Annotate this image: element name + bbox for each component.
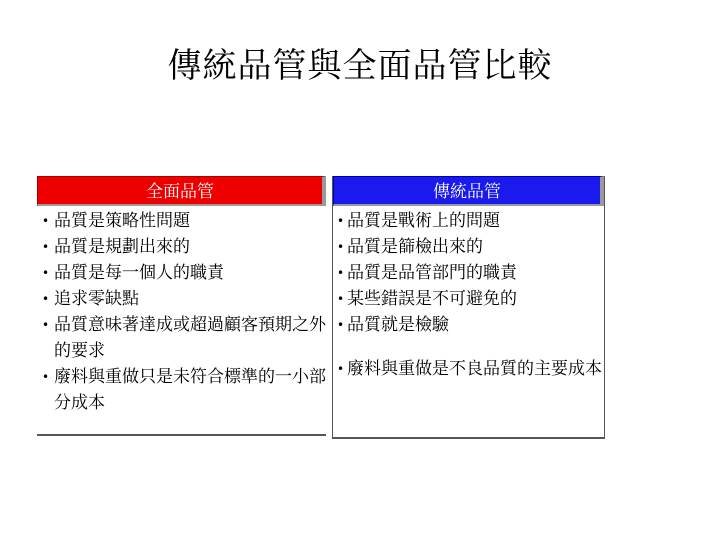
list-item [333, 286, 604, 312]
slide-title: 傳統品管與全面品管比較 [167, 46, 553, 86]
total-quality-panel [37, 176, 326, 436]
list-item [333, 260, 604, 286]
bullet-icon: • [337, 292, 345, 306]
bullet-icon: • [337, 318, 345, 332]
list-item-text: 品質意味著達成或超過顧客預期之外的要求 [54, 315, 326, 361]
total-quality-header: 全面品管 [37, 176, 326, 206]
list-spacer [333, 338, 604, 356]
list-item [37, 312, 326, 364]
list-item [37, 286, 326, 312]
bullet-icon: • [42, 266, 50, 280]
list-item [333, 208, 604, 234]
list-item-text: 追求零缺點 [54, 289, 139, 309]
bullet-icon: • [337, 214, 345, 228]
list-item-text: 某些錯誤是不可避免的 [347, 289, 517, 309]
bullet-icon: • [337, 362, 345, 376]
list-item-text: 品質是戰術上的問題 [347, 211, 500, 231]
total-quality-list [37, 206, 326, 416]
bullet-icon: • [42, 214, 50, 228]
list-item [333, 356, 604, 382]
bullet-icon: • [337, 240, 345, 254]
list-item [333, 312, 604, 338]
traditional-quality-panel [332, 176, 605, 439]
list-item [333, 234, 604, 260]
list-item [37, 260, 326, 286]
list-item-text: 品質是每一個人的職責 [54, 263, 224, 283]
list-item [37, 234, 326, 260]
bullet-icon: • [42, 292, 50, 306]
list-item-text: 品質是品管部門的職責 [347, 263, 517, 283]
list-item [37, 208, 326, 234]
bullet-icon: • [42, 370, 50, 384]
list-item-text: 品質是策略性問題 [54, 211, 190, 231]
bullet-icon: • [42, 240, 50, 254]
bullet-icon: • [42, 318, 50, 332]
traditional-quality-header: 傳統品管 [333, 176, 604, 206]
list-item-text: 廢料與重做是不良品質的主要成本 [347, 359, 602, 379]
list-item-text: 品質是篩檢出來的 [347, 237, 483, 257]
bullet-icon: • [337, 266, 345, 280]
list-item-text: 品質是規劃出來的 [54, 237, 190, 257]
traditional-quality-list [333, 206, 604, 382]
list-item-text: 品質就是檢驗 [347, 315, 449, 335]
list-item [37, 364, 326, 416]
list-item-text: 廢料與重做只是未符合標準的一小部分成本 [54, 367, 326, 413]
